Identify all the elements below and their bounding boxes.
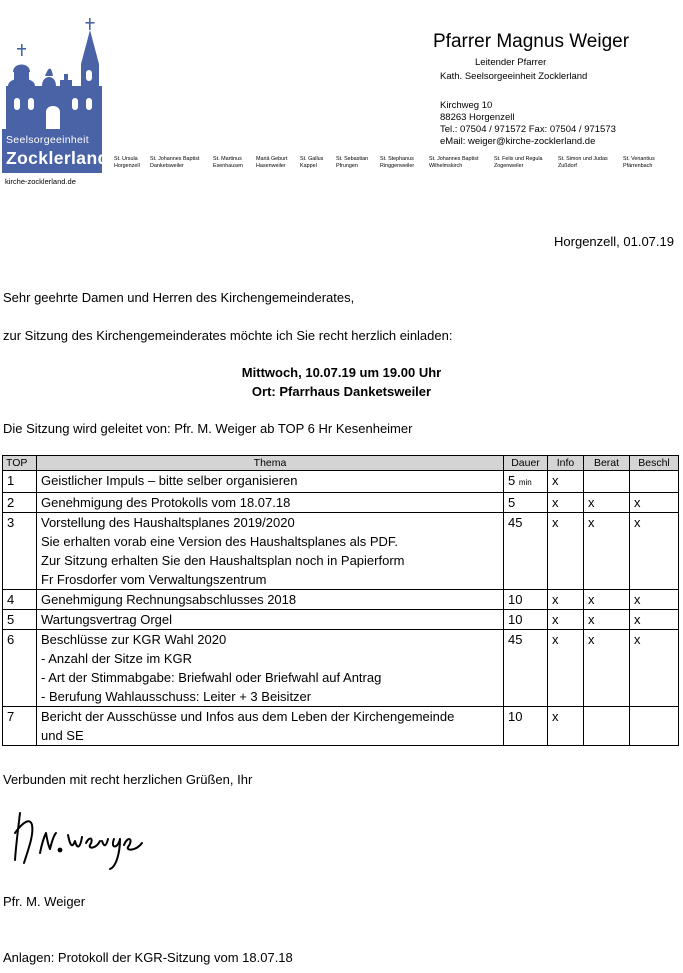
agenda-row — [3, 513, 679, 590]
agenda-topic-line: - Berufung Wahlausschuss: Leiter + 3 Beisitzer — [41, 689, 312, 704]
sender-phone: Tel.: 07504 / 971572 Fax: 07504 / 971573 — [440, 124, 616, 135]
parish-item — [150, 156, 199, 170]
parish-place: Ringgenweiler — [380, 163, 415, 169]
parish-name: St. Johannes Baptist — [150, 156, 200, 162]
parish-name: Mariä Geburt — [256, 156, 288, 162]
agenda-duration-value: 10 — [508, 592, 523, 607]
agenda-duration-unit: min — [518, 478, 532, 487]
agenda-beschl-mark: x — [630, 630, 679, 707]
agenda-topic — [37, 513, 504, 590]
meeting-date: Mittwoch, 10.07.19 um 19.00 Uhr — [241, 365, 442, 380]
agenda-info-mark: x — [548, 471, 584, 493]
header-info: Info — [548, 456, 584, 471]
parish-name: St. Gallus — [300, 156, 324, 162]
parish-place: Esenhausen — [213, 163, 243, 169]
sender-unit: Kath. Seelsorgeeinheit Zocklerland — [440, 71, 588, 82]
parish-place: Zußdorf — [558, 163, 577, 169]
parish-name: St. Ursula — [114, 156, 138, 162]
agenda-duration — [504, 590, 548, 610]
agenda-duration-value: 5 — [508, 495, 516, 510]
parish-item — [623, 156, 655, 170]
agenda-top-number: 6 — [3, 630, 37, 707]
parish-name: St. Johannes Baptist — [429, 156, 479, 162]
parish-list — [114, 156, 680, 176]
agenda-info-mark: x — [548, 513, 584, 590]
agenda-berat-mark: x — [584, 610, 630, 630]
agenda-topic-line: Bericht der Ausschüsse und Infos aus dem Leben der Kirchengemeinde — [41, 709, 455, 724]
logo-wordmark — [2, 129, 109, 173]
parish-name: St. Sebastian — [336, 156, 369, 162]
agenda-beschl-mark: x — [630, 610, 679, 630]
agenda-beschl-mark: x — [630, 513, 679, 590]
attachments-note: Anlagen: Protokoll der KGR-Sitzung vom 18.07.18 — [3, 950, 293, 965]
agenda-row — [3, 630, 679, 707]
agenda-topic-line: Beschlüsse zur KGR Wahl 2020 — [41, 632, 227, 647]
letter-date: Horgenzell, 01.07.19 — [554, 234, 674, 249]
church-towers-icon — [2, 16, 104, 129]
agenda-table — [2, 455, 679, 746]
agenda-duration-value: 10 — [508, 709, 523, 724]
agenda-info-mark: x — [548, 590, 584, 610]
parish-item — [336, 156, 368, 170]
agenda-beschl-mark: x — [630, 590, 679, 610]
agenda-top-number: 4 — [3, 590, 37, 610]
parish-item — [256, 156, 287, 170]
header-berat: Berat — [584, 456, 630, 471]
agenda-header-row — [3, 456, 679, 471]
agenda-beschl-mark: x — [630, 493, 679, 513]
salutation: Sehr geehrte Damen und Herren des Kirchengemeinderates, — [3, 290, 355, 305]
parish-item — [429, 156, 478, 170]
intro-text: zur Sitzung des Kirchengemeinderates möchte ich Sie recht herzlich einladen: — [3, 328, 453, 343]
agenda-info-mark: x — [548, 610, 584, 630]
agenda-row — [3, 493, 679, 513]
parish-item — [380, 156, 414, 170]
agenda-top-number: 5 — [3, 610, 37, 630]
agenda-topic-line: Geistlicher Impuls – bitte selber organisieren — [41, 473, 298, 488]
agenda-duration — [504, 610, 548, 630]
parish-name: St. Felix und Regula — [494, 156, 543, 162]
agenda-topic-line: - Art der Stimmabgabe: Briefwahl oder Briefwahl auf Antrag — [41, 670, 382, 685]
agenda-row — [3, 471, 679, 493]
agenda-duration — [504, 493, 548, 513]
agenda-berat-mark: x — [584, 493, 630, 513]
agenda-berat-mark: x — [584, 630, 630, 707]
parish-name: St. Venantius — [623, 156, 655, 162]
parish-name: St. Martinus — [213, 156, 242, 162]
parish-item — [494, 156, 543, 170]
sender-street: Kirchweg 10 — [440, 100, 493, 111]
parish-place: Zogenweiler — [494, 163, 524, 169]
agenda-beschl-mark — [630, 707, 679, 746]
agenda-topic-line: Fr Frosdorfer vom Verwaltungszentrum — [41, 572, 267, 587]
sender-email[interactable]: eMail: weiger@kirche-zocklerland.de — [440, 136, 596, 147]
meeting-location: Ort: Pfarrhaus Danketsweiler — [251, 384, 432, 399]
agenda-berat-mark: x — [584, 590, 630, 610]
sender-role: Leitender Pfarrer — [475, 57, 547, 68]
agenda-duration — [504, 513, 548, 590]
agenda-duration-value: 10 — [508, 612, 523, 627]
agenda-duration-value: 45 — [508, 632, 523, 647]
agenda-beschl-mark — [630, 471, 679, 493]
parish-place: Kappel — [300, 163, 317, 169]
agenda-topic-line: Genehmigung Rechnungsabschlusses 2018 — [41, 592, 297, 607]
agenda-topic — [37, 707, 504, 746]
website-url[interactable]: kirche-zocklerland.de — [5, 177, 76, 186]
agenda-berat-mark: x — [584, 513, 630, 590]
agenda-topic-line: Vorstellung des Haushaltsplanes 2019/2020 — [41, 515, 295, 530]
agenda-duration — [504, 630, 548, 707]
header-beschl: Beschl — [630, 456, 679, 471]
header-dauer: Dauer — [504, 456, 548, 471]
agenda-top-number: 7 — [3, 707, 37, 746]
agenda-info-mark: x — [548, 707, 584, 746]
agenda-berat-mark — [584, 707, 630, 746]
agenda-row — [3, 610, 679, 630]
handwritten-signature — [10, 805, 160, 875]
agenda-topic — [37, 610, 504, 630]
parish-item — [558, 156, 608, 170]
closing-text: Verbunden mit recht herzlichen Grüßen, Ihr — [3, 772, 253, 787]
agenda-top-number: 3 — [3, 513, 37, 590]
agenda-topic-line: Wartungsvertrag Orgel — [41, 612, 173, 627]
parish-place: Hasenweiler — [256, 163, 286, 169]
parish-item — [213, 156, 243, 170]
chair-note: Die Sitzung wird geleitet von: Pfr. M. Weiger ab TOP 6 Hr Kesenheimer — [3, 421, 413, 436]
agenda-berat-mark — [584, 471, 630, 493]
header-thema: Thema — [37, 456, 504, 471]
agenda-topic-line: - Anzahl der Sitze im KGR — [41, 651, 192, 666]
agenda-topic — [37, 590, 504, 610]
agenda-duration-value: 5 — [508, 473, 516, 488]
agenda-topic-line: Genehmigung des Protokolls vom 18.07.18 — [41, 495, 291, 510]
agenda-duration-value: 45 — [508, 515, 523, 530]
parish-item — [114, 156, 140, 170]
parish-place: Pfrungen — [336, 163, 358, 169]
agenda-duration — [504, 707, 548, 746]
header-top: TOP — [3, 456, 37, 471]
agenda-duration — [504, 471, 548, 493]
logo-line-1: Seelsorgeeinheit — [6, 134, 90, 146]
logo-line-2: Zocklerland — [6, 148, 109, 168]
agenda-info-mark: x — [548, 630, 584, 707]
agenda-topic — [37, 630, 504, 707]
agenda-topic-line: Zur Sitzung erhalten Sie den Haushaltsplan noch in Papierform — [41, 553, 405, 568]
signature-name: Pfr. M. Weiger — [3, 894, 86, 909]
agenda-topic-line: und SE — [41, 728, 84, 743]
agenda-topic — [37, 471, 504, 493]
agenda-row — [3, 707, 679, 746]
agenda-row — [3, 590, 679, 610]
parish-name: St. Stephanus — [380, 156, 414, 162]
parish-place: Wilhelmskirch — [429, 163, 463, 169]
agenda-body — [3, 471, 679, 746]
parish-item — [300, 156, 323, 170]
sender-city: 88263 Horgenzell — [440, 112, 515, 123]
parish-place: Danketsweiler — [150, 163, 184, 169]
agenda-info-mark: x — [548, 493, 584, 513]
agenda-topic — [37, 493, 504, 513]
parish-place: Horgenzell — [114, 163, 140, 169]
parish-name: St. Simon und Judas — [558, 156, 608, 162]
sender-name: Pfarrer Magnus Weiger — [433, 31, 630, 52]
parish-place: Pfärrenbach — [623, 163, 653, 169]
agenda-top-number: 1 — [3, 471, 37, 493]
agenda-topic-line: Sie erhalten vorab eine Version des Haushaltsplanes als PDF. — [41, 534, 398, 549]
agenda-top-number: 2 — [3, 493, 37, 513]
